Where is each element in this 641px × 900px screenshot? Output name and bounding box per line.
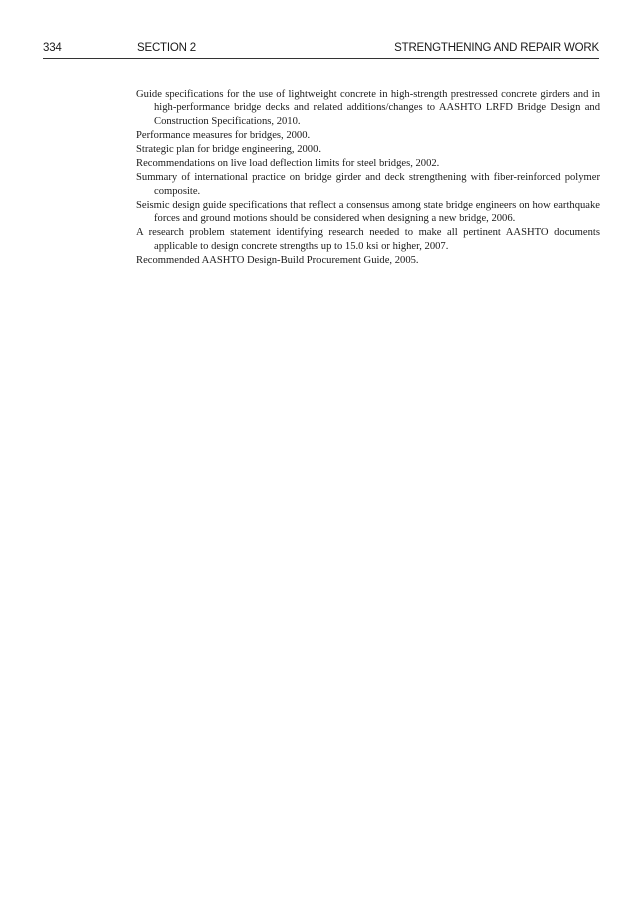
- running-header: [43, 38, 599, 59]
- reference-item: Performance measures for bridges, 2000.: [136, 129, 311, 141]
- page-number: 334: [43, 42, 62, 54]
- reference-item: A research problem statement identifying research needed to make all pertinent AASHTO documents applicable to design concrete strengths up to 15.0 ksi or higher, 2007.: [136, 227, 600, 252]
- reference-list: [136, 88, 600, 268]
- reference-item: Guide specifications for the use of lightweight concrete in high-strength prestressed concrete girders and in high-performance bridge decks and related additions/changes to AASHTO LRFD Bridge Design and Construction Specifications, 2010.: [136, 89, 600, 127]
- chapter-title: STRENGTHENING AND REPAIR WORK: [394, 42, 599, 54]
- reference-item: Seismic design guide specifications that reflect a consensus among state bridge engineers on how earthquake forces and ground motions should be considered when designing a new bridge, 2006.: [136, 199, 600, 225]
- reference-item: Summary of international practice on bridge girder and deck strengthening with fiber-reinforced polymer composite.: [136, 172, 600, 197]
- reference-item: Recommended AASHTO Design-Build Procurement Guide, 2005.: [136, 254, 419, 266]
- reference-item: Strategic plan for bridge engineering, 2000.: [136, 143, 322, 155]
- section-label: SECTION 2: [137, 42, 196, 54]
- reference-item: Recommendations on live load deflection limits for steel bridges, 2002.: [136, 158, 440, 170]
